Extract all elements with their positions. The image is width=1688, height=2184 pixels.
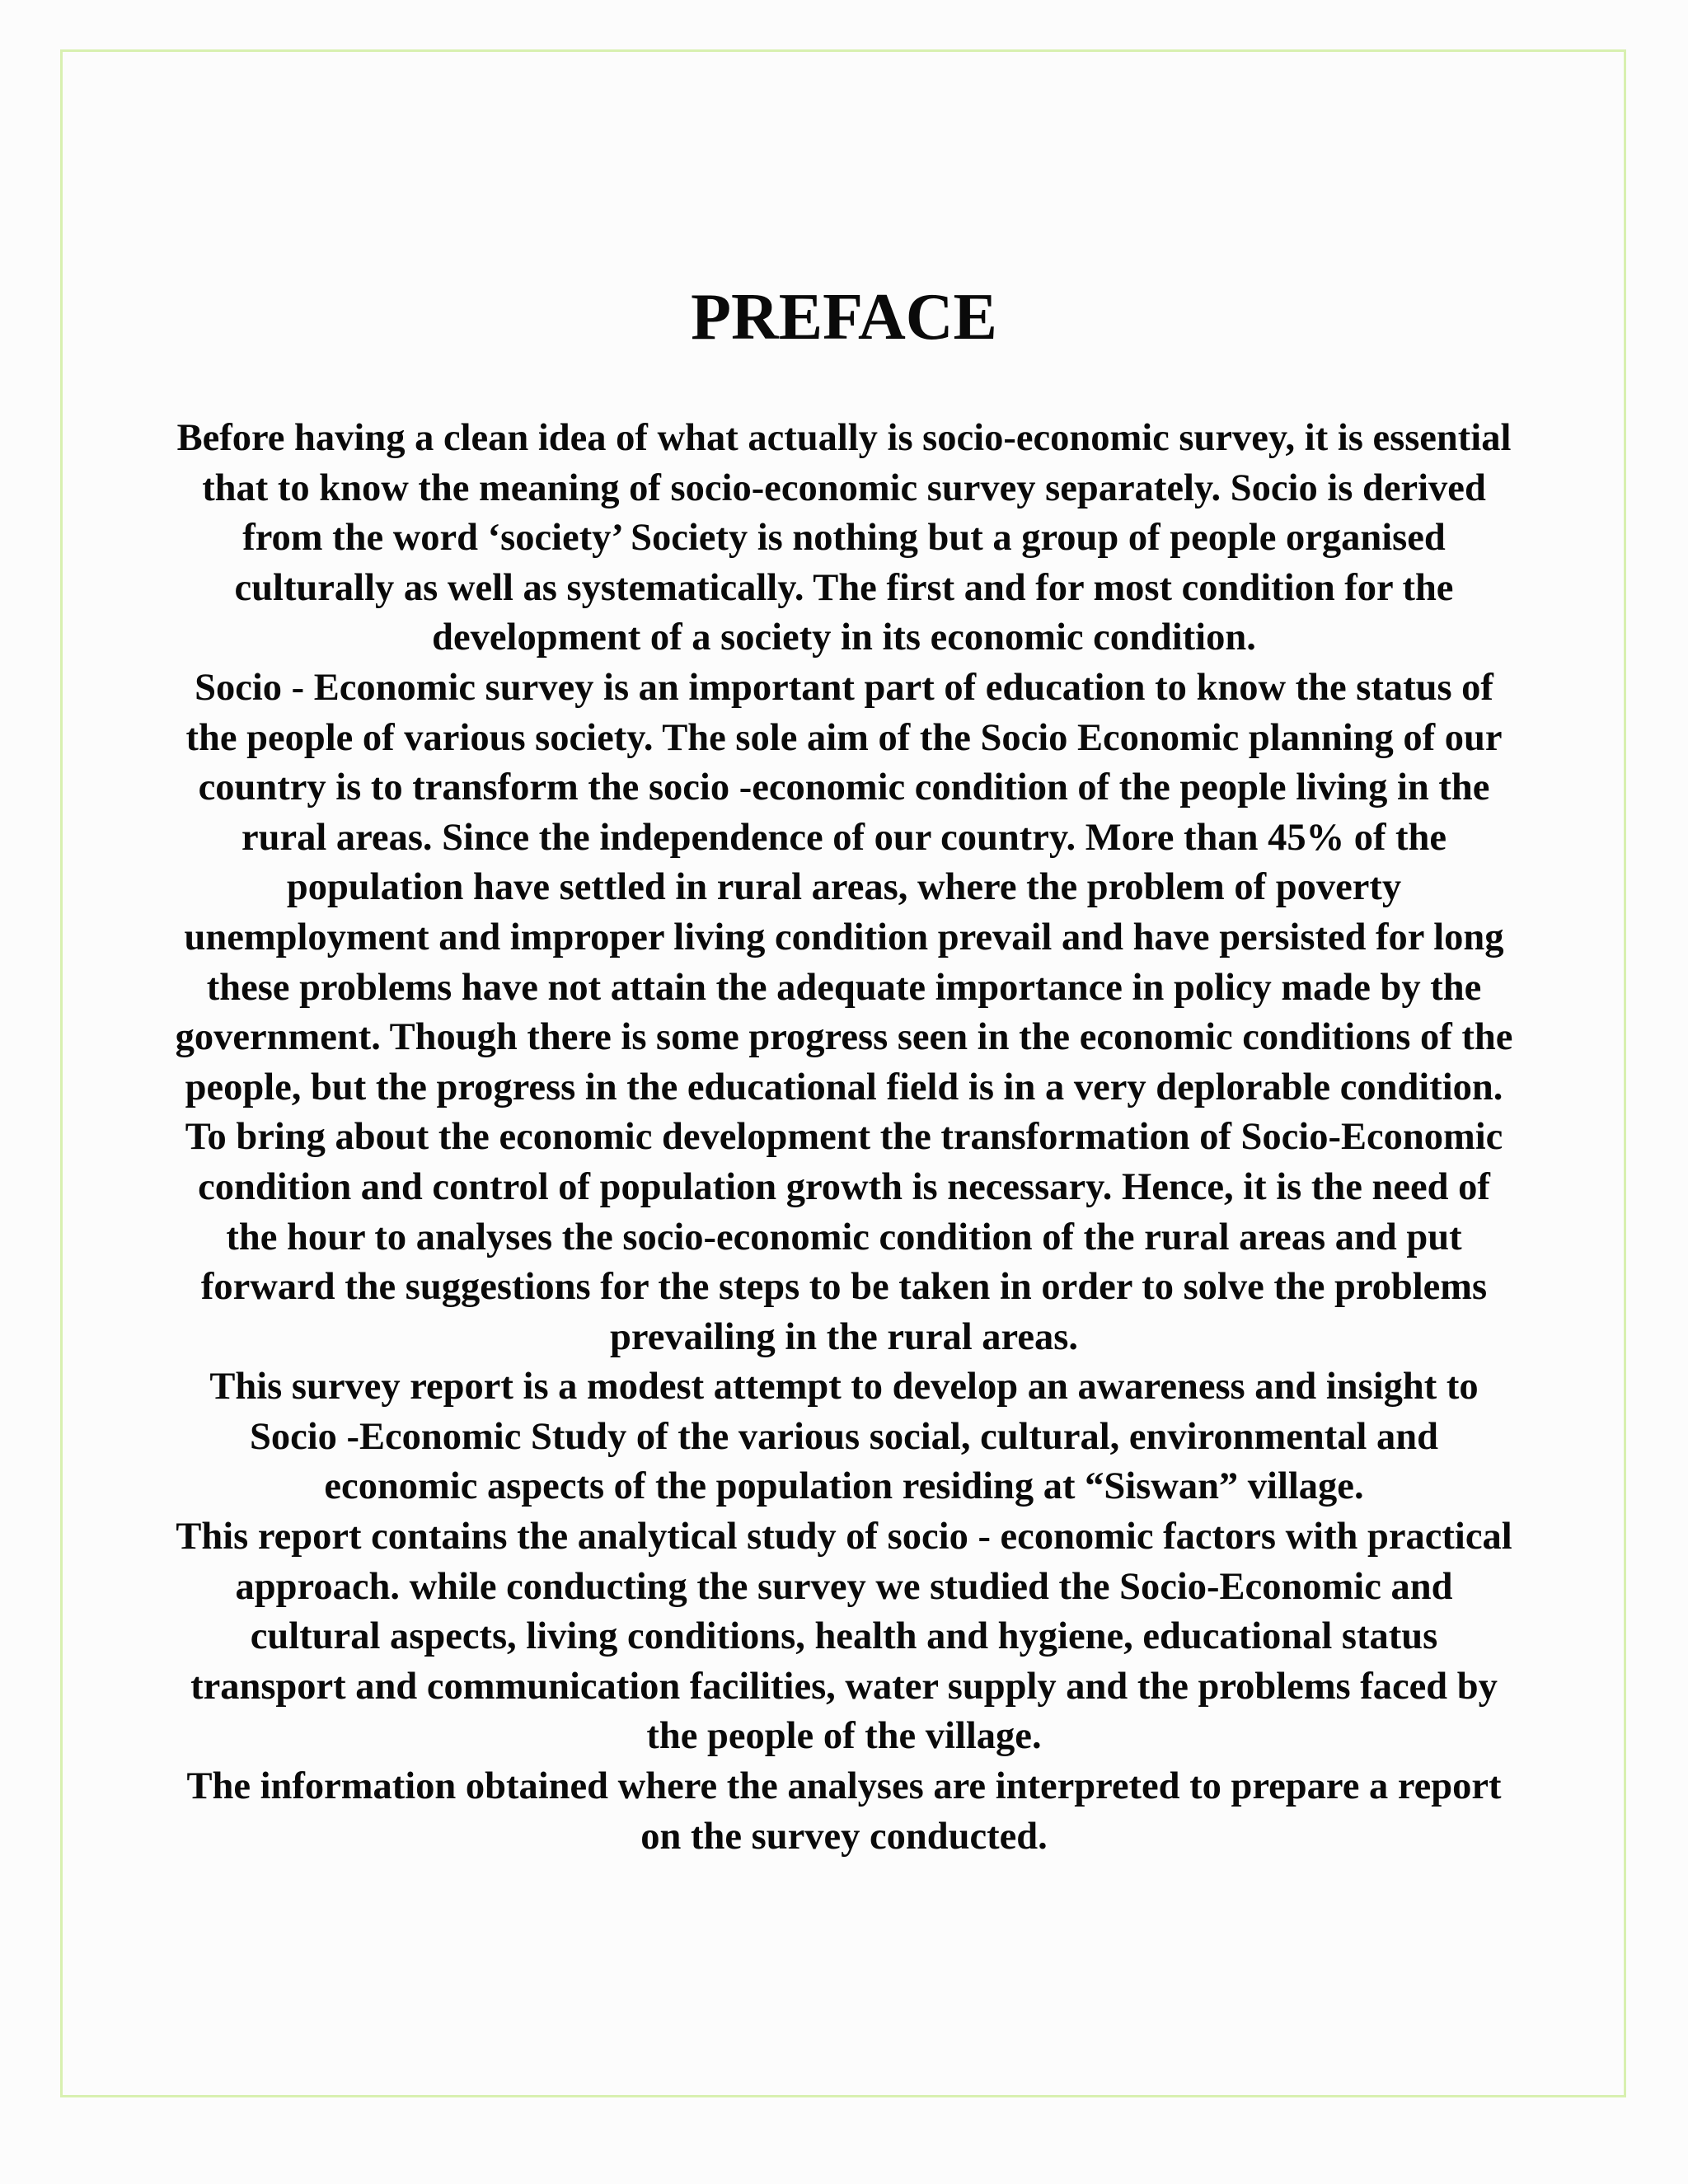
body-line: population have settled in rural areas, where the problem of poverty bbox=[286, 866, 1402, 909]
body-line: unemployment and improper living condition prevail and have persisted for long bbox=[184, 916, 1504, 958]
body-line: on the survey conducted. bbox=[640, 1815, 1048, 1858]
body-line: government. Though there is some progress seen in the economic conditions of the bbox=[175, 1016, 1513, 1059]
preface-body bbox=[66, 414, 1622, 1862]
body-line: from the word ‘society’ Society is nothing but a group of people organised bbox=[242, 517, 1446, 560]
body-line: economic aspects of the population residing at “Siswan” village. bbox=[324, 1465, 1364, 1508]
body-line: rural areas. Since the independence of our country. More than 45% of the bbox=[241, 816, 1447, 859]
body-line: people, but the progress in the educational field is in a very deplorable condition. bbox=[185, 1066, 1503, 1108]
body-line: Before having a clean idea of what actually is socio-economic survey, it is essential bbox=[176, 417, 1512, 459]
body-line: This report contains the analytical study of socio - economic factors with practical bbox=[176, 1516, 1512, 1558]
body-line: Socio -Economic Study of the various social, cultural, environmental and bbox=[250, 1415, 1438, 1458]
body-line: transport and communication facilities, water supply and the problems faced by bbox=[190, 1665, 1498, 1708]
body-line: This survey report is a modest attempt to develop an awareness and insight to bbox=[209, 1366, 1479, 1408]
body-line: cultural aspects, living conditions, health and hygiene, educational status bbox=[250, 1615, 1438, 1658]
body-line: the hour to analyses the socio-economic condition of the rural areas and put bbox=[226, 1216, 1462, 1258]
body-line: forward the suggestions for the steps to be taken in order to solve the problems bbox=[200, 1266, 1488, 1309]
body-line: development of a society in its economic condition. bbox=[432, 616, 1256, 659]
body-line: prevailing in the rural areas. bbox=[610, 1315, 1078, 1358]
body-line: these problems have not attain the adequate importance in policy made by the bbox=[206, 966, 1482, 1009]
body-line: To bring about the economic development the transformation of Socio-Economic bbox=[185, 1116, 1503, 1159]
body-line: condition and control of population growth is necessary. Hence, it is the need of bbox=[198, 1165, 1490, 1208]
body-line: The information obtained where the analyses are interpreted to prepare a report bbox=[186, 1765, 1502, 1808]
page-title: PREFACE bbox=[691, 281, 997, 354]
body-line: that to know the meaning of socio-economic survey separately. Socio is derived bbox=[202, 466, 1486, 509]
body-line: country is to transform the socio -economic condition of the people living in the bbox=[198, 766, 1490, 809]
body-line: the people of the village. bbox=[646, 1715, 1042, 1758]
body-line: Socio - Economic survey is an important part of education to know the status of bbox=[195, 666, 1493, 709]
body-line: approach. while conducting the survey we studied the Socio-Economic and bbox=[235, 1565, 1453, 1608]
body-line: the people of various society. The sole aim of the Socio Economic planning of our bbox=[185, 716, 1503, 759]
body-line: culturally as well as systematically. The first and for most condition for the bbox=[234, 566, 1454, 609]
